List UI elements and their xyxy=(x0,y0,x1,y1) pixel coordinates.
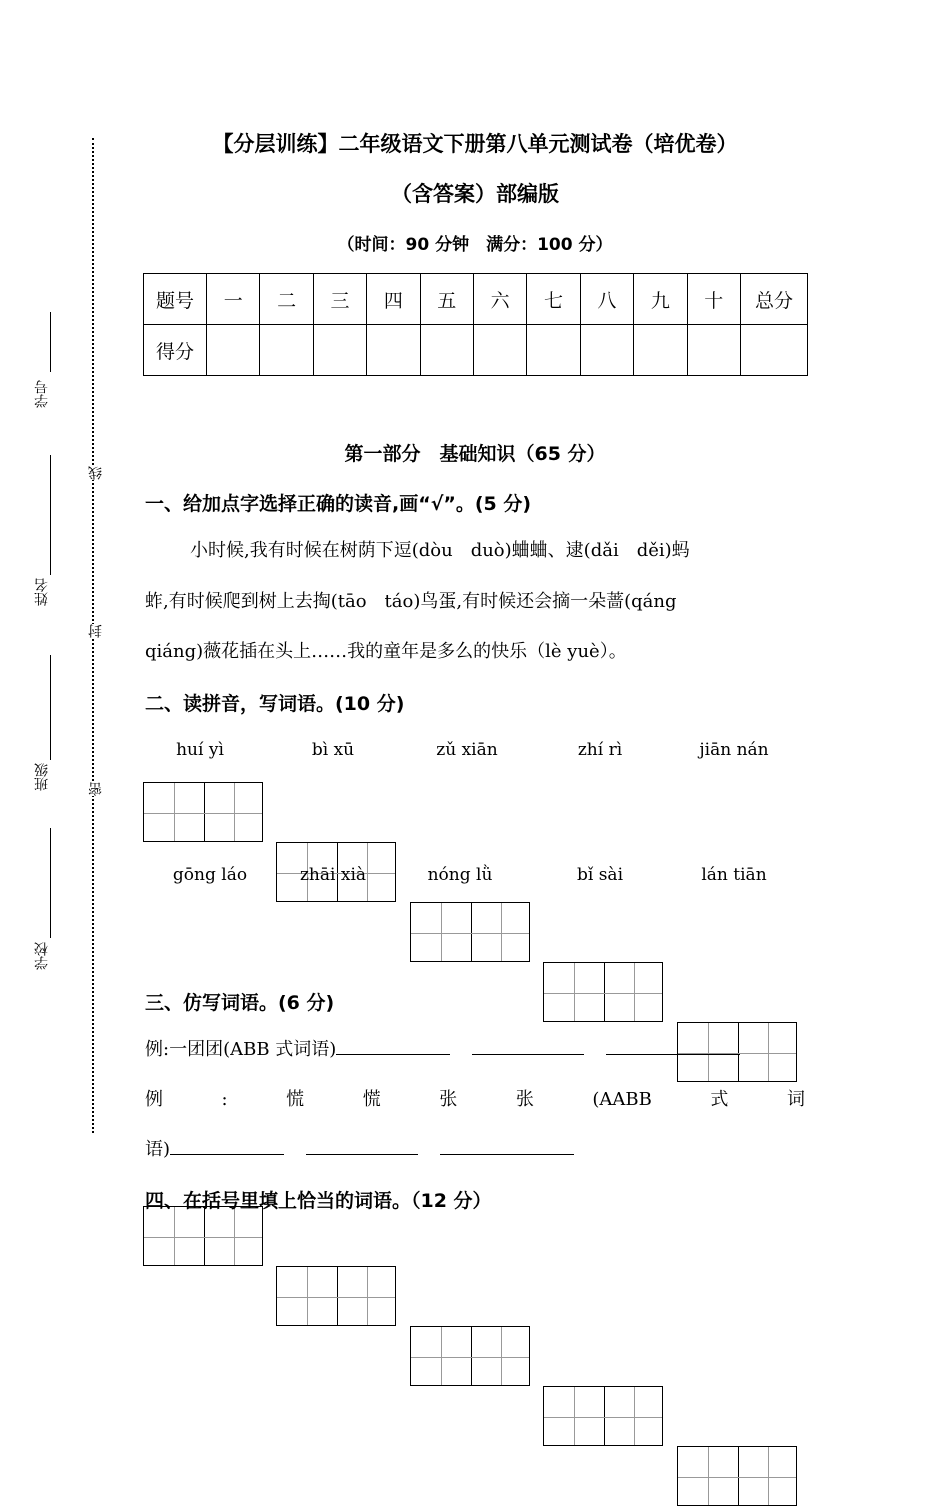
score-cell[interactable] xyxy=(367,325,420,376)
answer-blank[interactable] xyxy=(336,1036,450,1055)
col-header: 七 xyxy=(527,274,580,325)
pinyin-label: lán tiān xyxy=(701,865,767,885)
score-table xyxy=(143,273,808,376)
col-header: 五 xyxy=(420,274,473,325)
q3-example1: 例:一团团(ABB 式词语) xyxy=(145,1039,337,1060)
pinyin-label: bì xū xyxy=(311,740,355,760)
score-cell[interactable] xyxy=(473,325,526,376)
col-header: 九 xyxy=(634,274,687,325)
q1-line3: qiáng)薇花插在头上……我的童年是多么的快乐（lè yuè）。 xyxy=(145,641,627,662)
q3-example2-token: 词 xyxy=(786,1089,805,1110)
col-header: 八 xyxy=(580,274,633,325)
score-cell[interactable] xyxy=(741,325,808,376)
q3-example2-token: 慌 xyxy=(286,1089,305,1110)
writing-grid[interactable] xyxy=(143,1206,263,1266)
col-header-total: 总分 xyxy=(741,274,808,325)
score-cell[interactable] xyxy=(687,325,740,376)
col-header: 二 xyxy=(260,274,313,325)
col-header: 三 xyxy=(313,274,366,325)
col-header: 六 xyxy=(473,274,526,325)
time-info: （时间：90 分钟 满分：100 分） xyxy=(337,235,613,255)
answer-blank[interactable] xyxy=(440,1136,574,1155)
writing-grid[interactable] xyxy=(677,1446,797,1506)
row-header-score: 得分 xyxy=(144,325,207,376)
school-line xyxy=(50,828,51,938)
exam-title-line1: 【分层训练】二年级语文下册第八单元测试卷（培优卷） xyxy=(212,132,738,156)
answer-blank[interactable] xyxy=(170,1136,284,1155)
student-id-label: 学号 xyxy=(34,380,50,408)
writing-grid[interactable] xyxy=(543,962,663,1022)
q1-heading: 一、给加点字选择正确的读音,画“√”。(5 分) xyxy=(145,493,532,515)
pinyin-label: zhāi xià xyxy=(299,865,367,885)
writing-grid[interactable] xyxy=(543,1386,663,1446)
q3-example2-tail-row xyxy=(145,1124,574,1175)
school-label: 学校 xyxy=(34,942,50,970)
pinyin-label: zhí rì xyxy=(577,740,623,760)
row-header-question-number: 题号 xyxy=(144,274,207,325)
q3-example2-token: (AABB xyxy=(592,1089,652,1110)
answer-blank[interactable] xyxy=(306,1136,418,1155)
pinyin-label: gōng láo xyxy=(172,865,248,885)
score-cell[interactable] xyxy=(634,325,687,376)
q3-example1-row xyxy=(145,1024,740,1075)
pinyin-label: bǐ sài xyxy=(576,865,624,885)
q3-example2-row xyxy=(145,1074,805,1125)
pinyin-label: nóng lǜ xyxy=(427,865,493,885)
writing-grid[interactable] xyxy=(143,782,263,842)
table-row xyxy=(144,325,808,376)
q3-heading: 三、仿写词语。(6 分) xyxy=(145,992,335,1014)
seal-word-close: 密 xyxy=(88,782,104,796)
class-line xyxy=(50,655,51,760)
q3-example2-token: 张 xyxy=(515,1089,534,1110)
q3-example2-token: : xyxy=(221,1089,228,1110)
col-header: 四 xyxy=(367,274,420,325)
score-cell[interactable] xyxy=(580,325,633,376)
seal-word-seal: 封 xyxy=(88,624,104,638)
name-line xyxy=(50,455,51,575)
pinyin-label: zǔ xiān xyxy=(436,740,498,760)
pinyin-label: jiān nán xyxy=(699,740,769,760)
q3-example2-tail: 语) xyxy=(145,1139,171,1160)
student-id-line xyxy=(50,312,51,372)
answer-blank[interactable] xyxy=(472,1036,584,1055)
pinyin-label: huí yì xyxy=(176,740,224,760)
q3-example2-token: 式 xyxy=(710,1089,729,1110)
col-header: 一 xyxy=(207,274,260,325)
q2-heading: 二、读拼音，写词语。(10 分) xyxy=(145,693,405,715)
score-cell[interactable] xyxy=(420,325,473,376)
writing-grid[interactable] xyxy=(410,902,530,962)
q3-example2-token: 例 xyxy=(145,1089,163,1110)
seal-word-line: 线 xyxy=(88,466,104,480)
q3-example2-token: 慌 xyxy=(362,1089,381,1110)
col-header: 十 xyxy=(687,274,740,325)
score-cell[interactable] xyxy=(207,325,260,376)
writing-grid[interactable] xyxy=(410,1326,530,1386)
part-one-heading: 第一部分 基础知识（65 分） xyxy=(344,443,606,465)
score-cell[interactable] xyxy=(527,325,580,376)
writing-grid[interactable] xyxy=(276,1266,396,1326)
table-row xyxy=(144,274,808,325)
q1-line2: 蚱,有时候爬到树上去掏(tāo táo)鸟蛋,有时候还会摘一朵蔷(qáng xyxy=(145,591,677,612)
q4-heading: 四、在括号里填上恰当的词语。（12 分） xyxy=(145,1190,492,1212)
score-cell[interactable] xyxy=(260,325,313,376)
exam-title-line2: （含答案）部编版 xyxy=(391,182,559,206)
answer-blank[interactable] xyxy=(606,1036,740,1055)
score-cell[interactable] xyxy=(313,325,366,376)
name-label: 姓名 xyxy=(34,578,50,606)
q1-line1: 小时候,我有时候在树荫下逗(dòu duò)蛐蛐、逮(dǎi děi)蚂 xyxy=(190,540,690,561)
q3-example2-token: 张 xyxy=(439,1089,458,1110)
class-label: 班级 xyxy=(34,763,50,791)
